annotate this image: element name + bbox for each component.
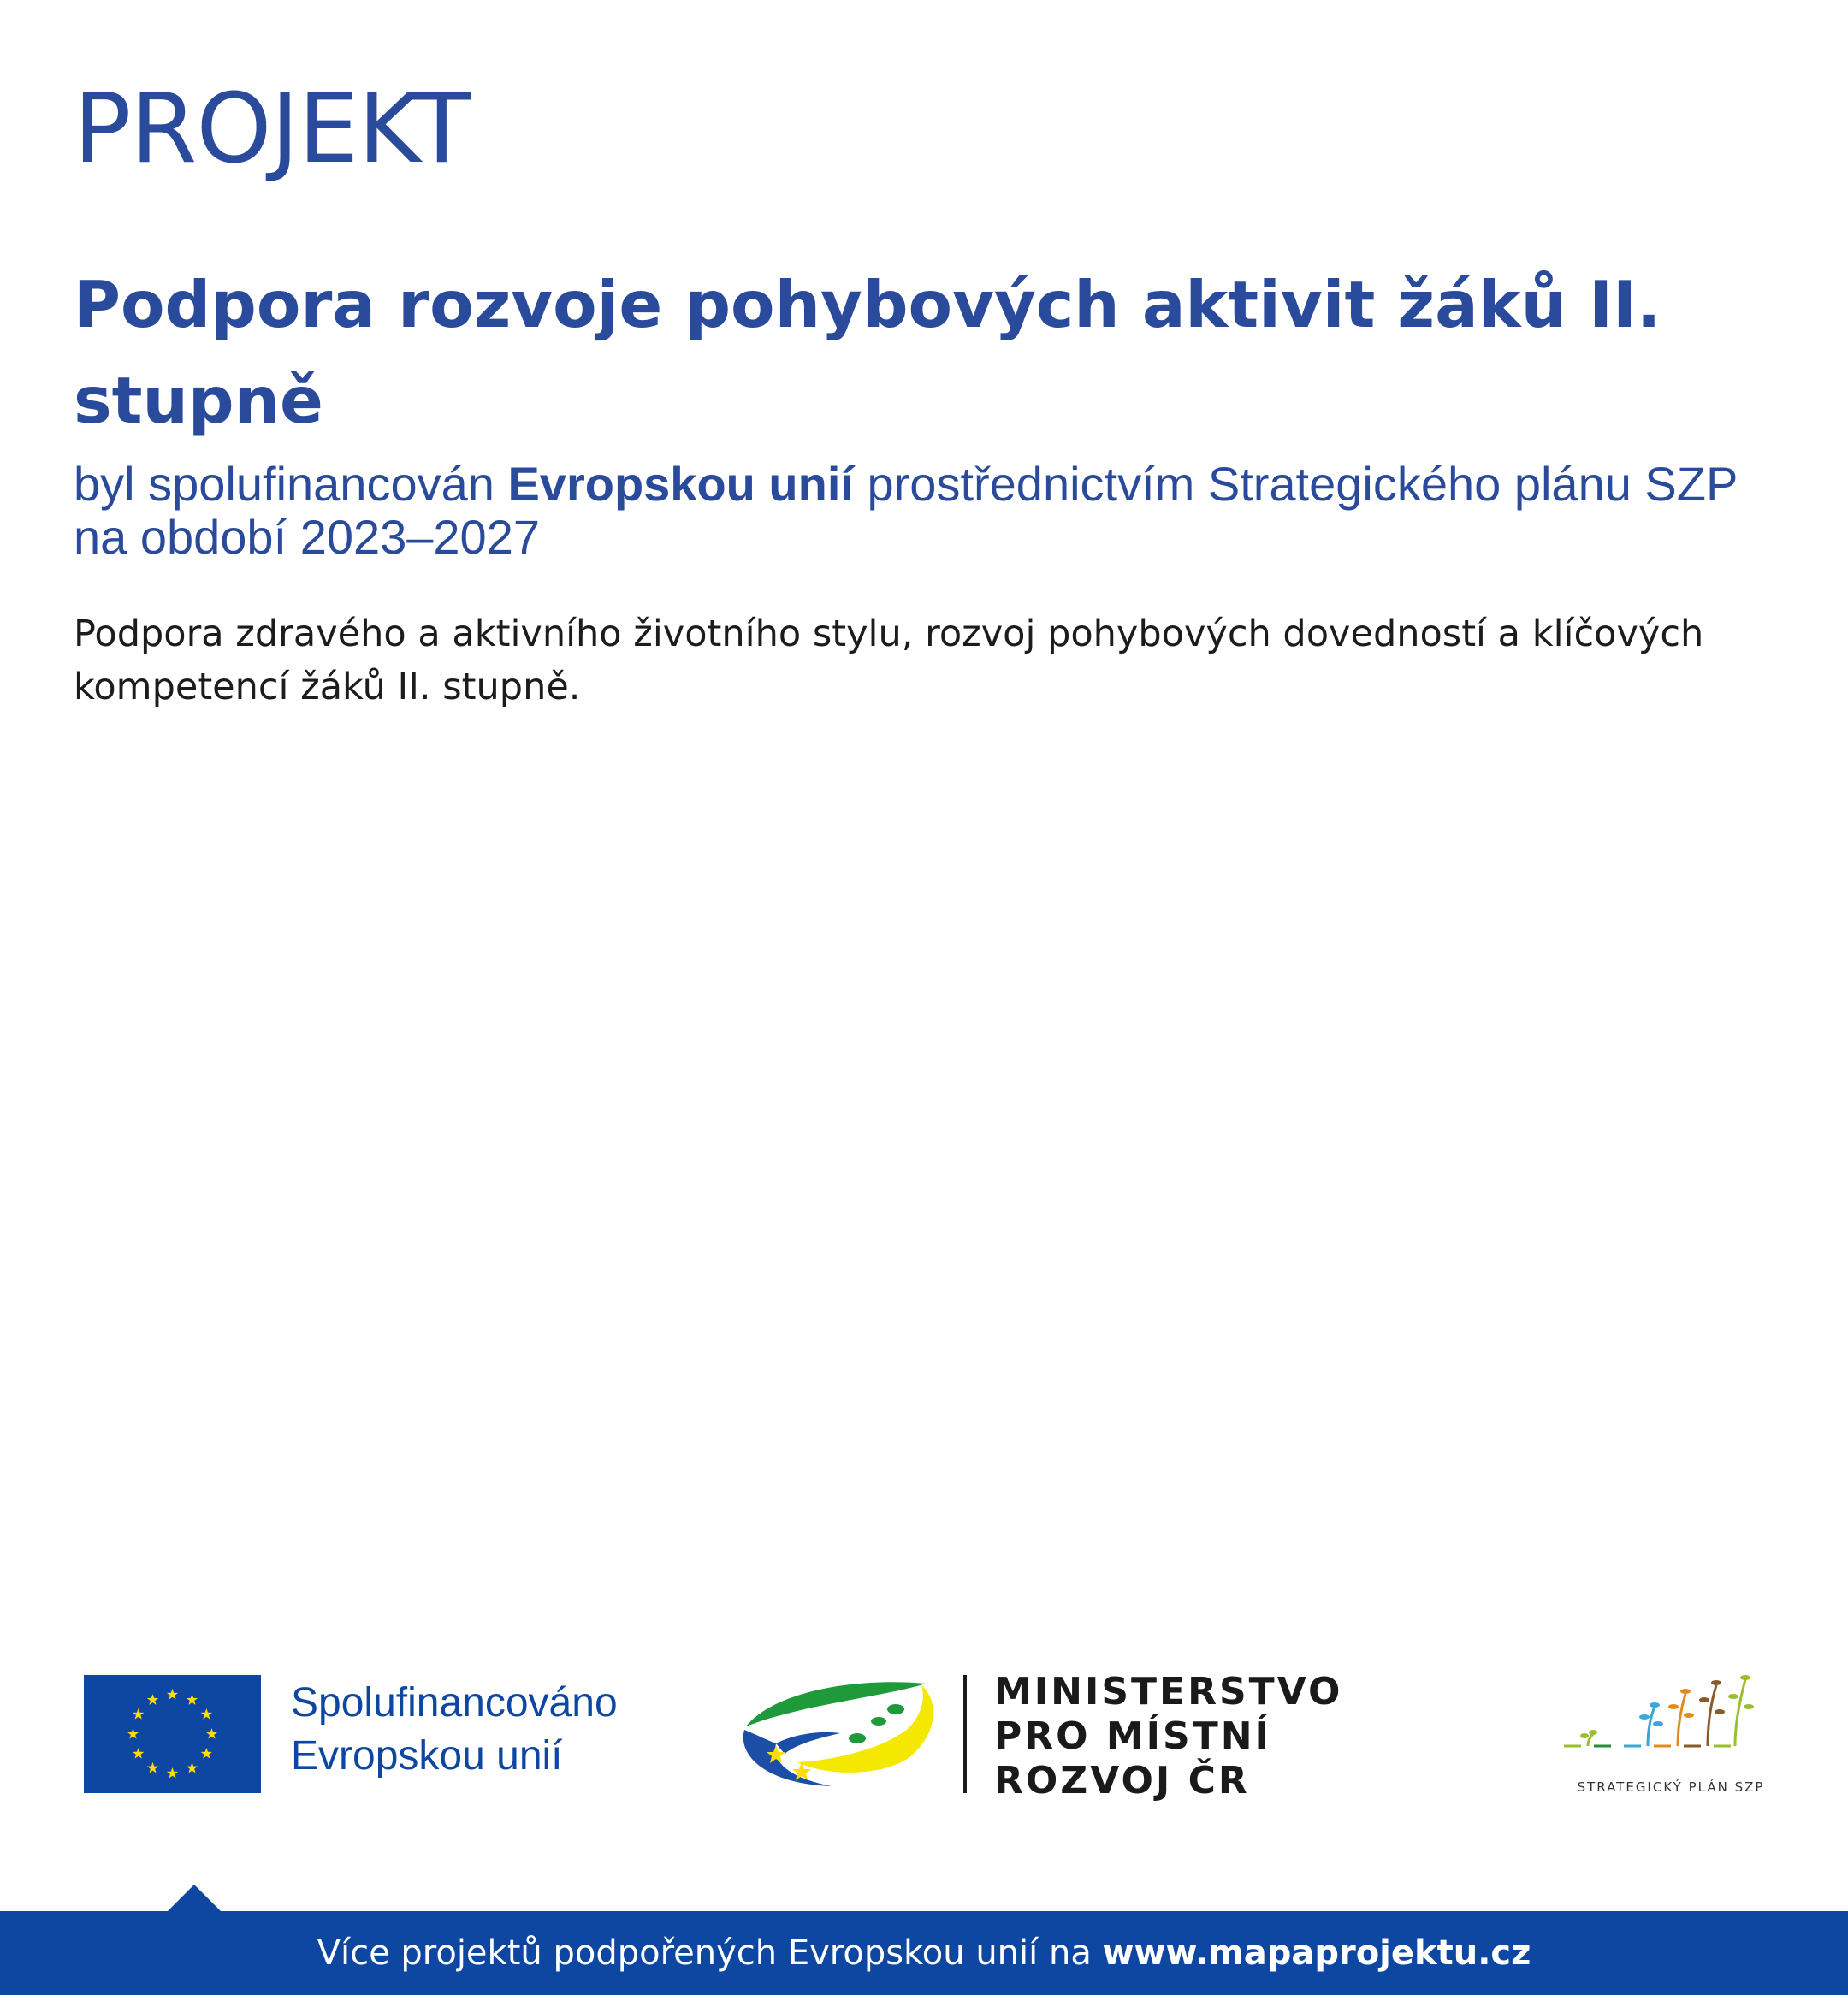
- footer-notch: [167, 1885, 222, 1912]
- subtitle-bold: Evropskou unií: [507, 457, 854, 511]
- mmr-divider: [963, 1675, 967, 1793]
- eu-logo-line1: Spolufinancováno: [291, 1680, 618, 1726]
- footer-bar: [0, 1911, 1848, 1995]
- mmr-logo-text: [994, 1670, 1342, 1803]
- mmr-logo-line3: ROZVOJ ČR: [994, 1759, 1250, 1803]
- eu-flag-icon: [84, 1675, 261, 1793]
- footer-text: Více projektů podpořených Evropskou unií na: [317, 1933, 1103, 1973]
- subtitle-pre: byl spolufinancován: [74, 457, 508, 511]
- subtitle-post: prostřednictvím Strategického plánu SZP na období 2023–2027: [74, 457, 1738, 564]
- project-title: Podpora rozvoje pohybových aktivit žáků II. stupně: [74, 267, 1661, 438]
- mmr-logo-icon: [737, 1677, 943, 1797]
- project-subtitle: [74, 458, 1802, 564]
- mmr-logo-line2: PRO MÍSTNÍ: [994, 1714, 1271, 1758]
- szp-logo-icon: [1564, 1672, 1778, 1758]
- szp-logo-caption: STRATEGICKÝ PLÁN SZP: [1577, 1779, 1765, 1795]
- page-heading: PROJEKT: [74, 74, 471, 185]
- footer-link[interactable]: www.mapaprojektu.cz: [1102, 1933, 1531, 1973]
- eu-logo-line2: Evropskou unií: [291, 1733, 563, 1779]
- project-description: Podpora zdravého a aktivního životního stylu, rozvoj pohybových dovedností a klíčových kompetencí žáků II. stupně.: [74, 613, 1704, 708]
- eu-logo-text: [291, 1677, 618, 1783]
- mmr-logo-line1: MINISTERSTVO: [994, 1670, 1343, 1714]
